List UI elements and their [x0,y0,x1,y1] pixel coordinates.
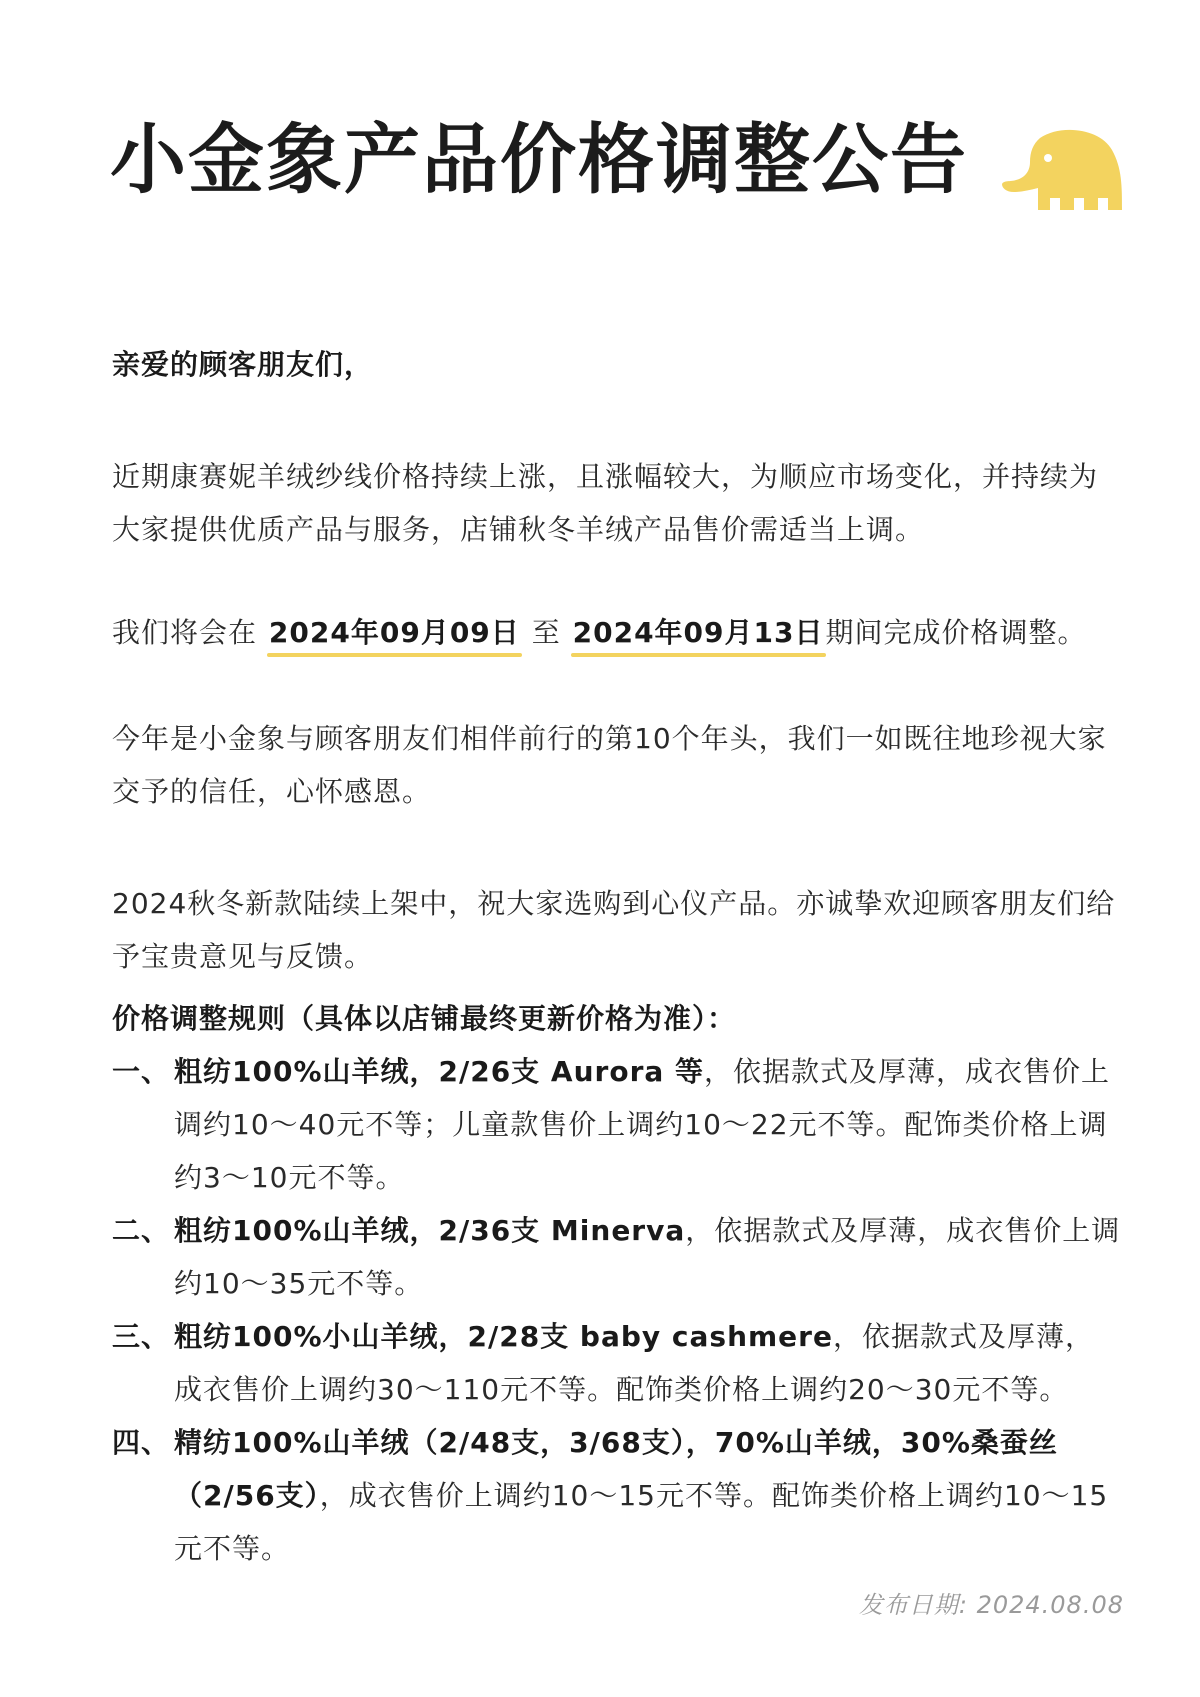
rules-section [112,992,1122,1575]
period-prefix: 我们将会在 [112,616,258,649]
rule-text: ，依据款式及厚薄，成衣售价上调约30～110元不等。配饰类价格上调约20～30元不等。 [174,1320,1094,1406]
rule-highlight: 粗纺100%山羊绒，2/26支 Aurora 等 [174,1055,705,1088]
page-title: 小金象产品价格调整公告 [110,115,968,204]
date-end: 2024年09月13日 [571,606,826,659]
paragraph-adjust-period [112,606,1122,659]
period-connector: 至 [531,616,561,649]
rule-item [112,1204,1122,1310]
rule-number: 四、 [112,1426,171,1459]
rule-number: 二、 [112,1214,171,1247]
rule-text: ，依据款式及厚薄，成衣售价上调约10～35元不等。 [174,1214,1121,1300]
rule-number: 一、 [112,1055,171,1088]
greeting: 亲爱的顾客朋友们， [112,348,374,381]
rules-heading: 价格调整规则（具体以店铺最终更新价格为准）： [112,1002,737,1035]
rule-text: ，依据款式及厚薄，成衣售价上调约10～40元不等；儿童款售价上调约10～22元不等。配饰类价格上调约3～10元不等。 [174,1055,1111,1194]
rule-number: 三、 [112,1320,171,1353]
rule-highlight: 粗纺100%山羊绒，2/36支 Minerva [174,1214,686,1247]
publish-date: 发布日期: 2024.08.08 [858,1591,1124,1619]
logo [1000,128,1124,212]
elephant-icon [1000,128,1124,212]
rule-highlight: 精纺100%山羊绒（2/48支，3/68支），70%山羊绒，30%桑蚕丝（2/56支） [174,1426,1058,1512]
date-start: 2024年09月09日 [267,606,522,659]
rule-item [112,1416,1122,1575]
rule-item [112,1045,1122,1204]
period-suffix: 期间完成价格调整。 [825,616,1087,649]
rule-highlight: 粗纺100%小山羊绒，2/28支 baby cashmere [174,1320,833,1353]
paragraph-new-arrivals: 2024秋冬新款陆续上架中，祝大家选购到心仪产品。亦诚挚欢迎顾客朋友们给予宝贵意见与反馈。 [112,887,1116,973]
rule-text: ，成衣售价上调约10～15元不等。配饰类价格上调约10～15元不等。 [174,1479,1109,1565]
paragraph-price-increase: 近期康赛妮羊绒纱线价格持续上涨，且涨幅较大，为顺应市场变化，并持续为大家提供优质产品与服务，店铺秋冬羊绒产品售价需适当上调。 [112,460,1099,546]
paragraph-anniversary: 今年是小金象与顾客朋友们相伴前行的第10个年头，我们一如既往地珍视大家交予的信任，心怀感恩。 [112,722,1107,808]
rule-item [112,1310,1122,1416]
